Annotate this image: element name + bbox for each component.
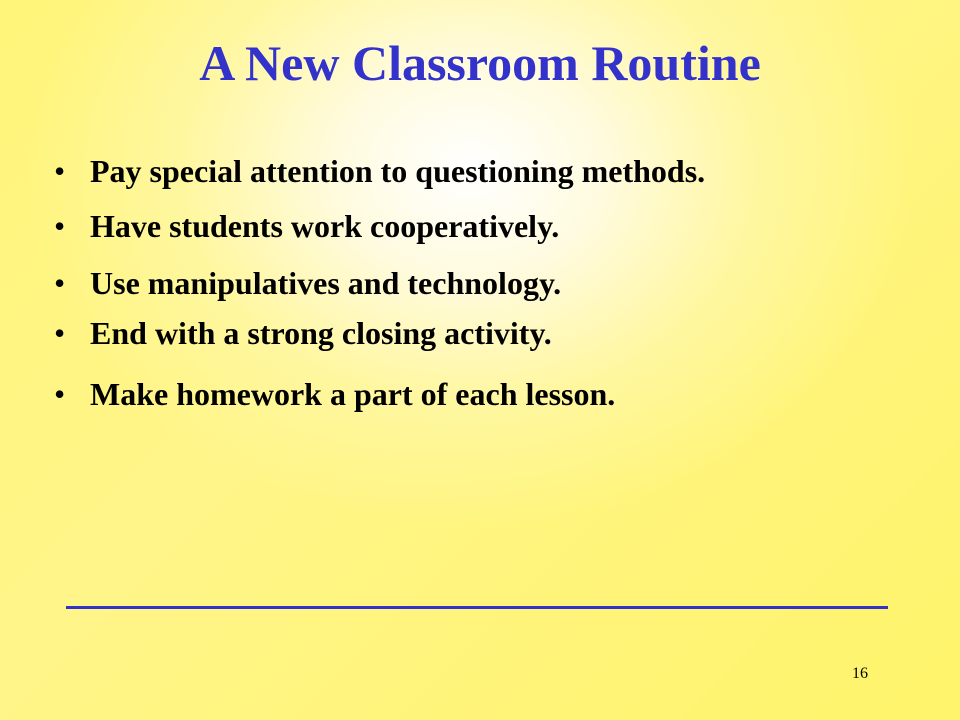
slide-title: A New Classroom Routine: [199, 35, 761, 91]
bullet-icon: •: [54, 153, 66, 189]
bullet-icon: •: [54, 376, 66, 412]
bullet-icon: •: [54, 265, 66, 301]
bullet-text: End with a strong closing activity.: [90, 315, 552, 351]
bullet-icon: •: [54, 208, 66, 244]
page-number: 16: [852, 665, 868, 682]
bullet-item: [54, 201, 559, 251]
bullet-item: [54, 308, 552, 358]
bullet-icon: •: [54, 315, 66, 351]
bullet-text: Use manipulatives and technology.: [90, 265, 562, 301]
bullet-item: [54, 369, 615, 419]
divider-line: [66, 606, 888, 609]
bullet-text: Make homework a part of each lesson.: [90, 376, 616, 412]
bullet-item: [54, 258, 561, 308]
bullet-text: Have students work cooperatively.: [90, 208, 560, 244]
bullet-item: [54, 146, 705, 196]
bullet-text: Pay special attention to questioning methods.: [90, 153, 706, 189]
